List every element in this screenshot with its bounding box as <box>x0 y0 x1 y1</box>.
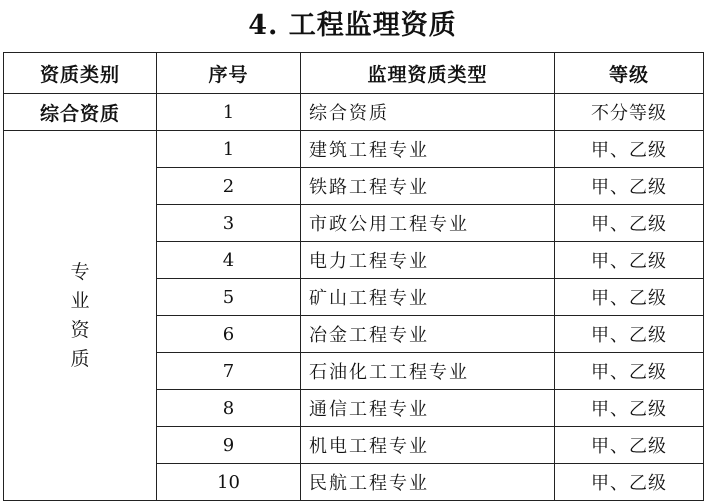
type-cell: 矿山工程专业 <box>301 279 555 316</box>
seq-cell: 1 <box>157 94 301 131</box>
type-cell: 建筑工程专业 <box>301 131 555 168</box>
header-category: 资质类别 <box>4 53 157 94</box>
type-cell: 电力工程专业 <box>301 242 555 279</box>
type-cell: 铁路工程专业 <box>301 168 555 205</box>
qualification-table <box>3 52 704 501</box>
grade-cell: 甲、乙级 <box>555 316 704 353</box>
type-cell: 民航工程专业 <box>301 464 555 501</box>
grade-cell: 甲、乙级 <box>555 427 704 464</box>
header-seq: 序号 <box>157 53 301 94</box>
page-title: 4. 工程监理资质 <box>248 10 457 41</box>
grade-cell: 甲、乙级 <box>555 205 704 242</box>
type-cell: 冶金工程专业 <box>301 316 555 353</box>
seq-cell: 6 <box>157 316 301 353</box>
type-cell: 石油化工工程专业 <box>301 353 555 390</box>
seq-cell: 5 <box>157 279 301 316</box>
grade-cell: 甲、乙级 <box>555 390 704 427</box>
category-specialty-label: 专业资质 <box>70 260 90 370</box>
type-cell: 综合资质 <box>301 94 555 131</box>
table-row <box>4 131 704 168</box>
type-cell: 市政公用工程专业 <box>301 205 555 242</box>
grade-cell: 甲、乙级 <box>555 131 704 168</box>
seq-cell: 10 <box>157 464 301 501</box>
grade-cell: 不分等级 <box>555 94 704 131</box>
grade-cell: 甲、乙级 <box>555 242 704 279</box>
table-row-comprehensive <box>4 94 704 131</box>
grade-cell: 甲、乙级 <box>555 279 704 316</box>
category-specialty <box>4 131 157 501</box>
seq-cell: 8 <box>157 390 301 427</box>
type-cell: 通信工程专业 <box>301 390 555 427</box>
grade-cell: 甲、乙级 <box>555 353 704 390</box>
grade-cell: 甲、乙级 <box>555 464 704 501</box>
seq-cell: 2 <box>157 168 301 205</box>
seq-cell: 1 <box>157 131 301 168</box>
category-comprehensive: 综合资质 <box>4 94 157 131</box>
grade-cell: 甲、乙级 <box>555 168 704 205</box>
seq-cell: 9 <box>157 427 301 464</box>
table-header-row <box>4 53 704 94</box>
seq-cell: 3 <box>157 205 301 242</box>
header-type: 监理资质类型 <box>301 53 555 94</box>
type-cell: 机电工程专业 <box>301 427 555 464</box>
seq-cell: 7 <box>157 353 301 390</box>
header-grade: 等级 <box>555 53 704 94</box>
seq-cell: 4 <box>157 242 301 279</box>
